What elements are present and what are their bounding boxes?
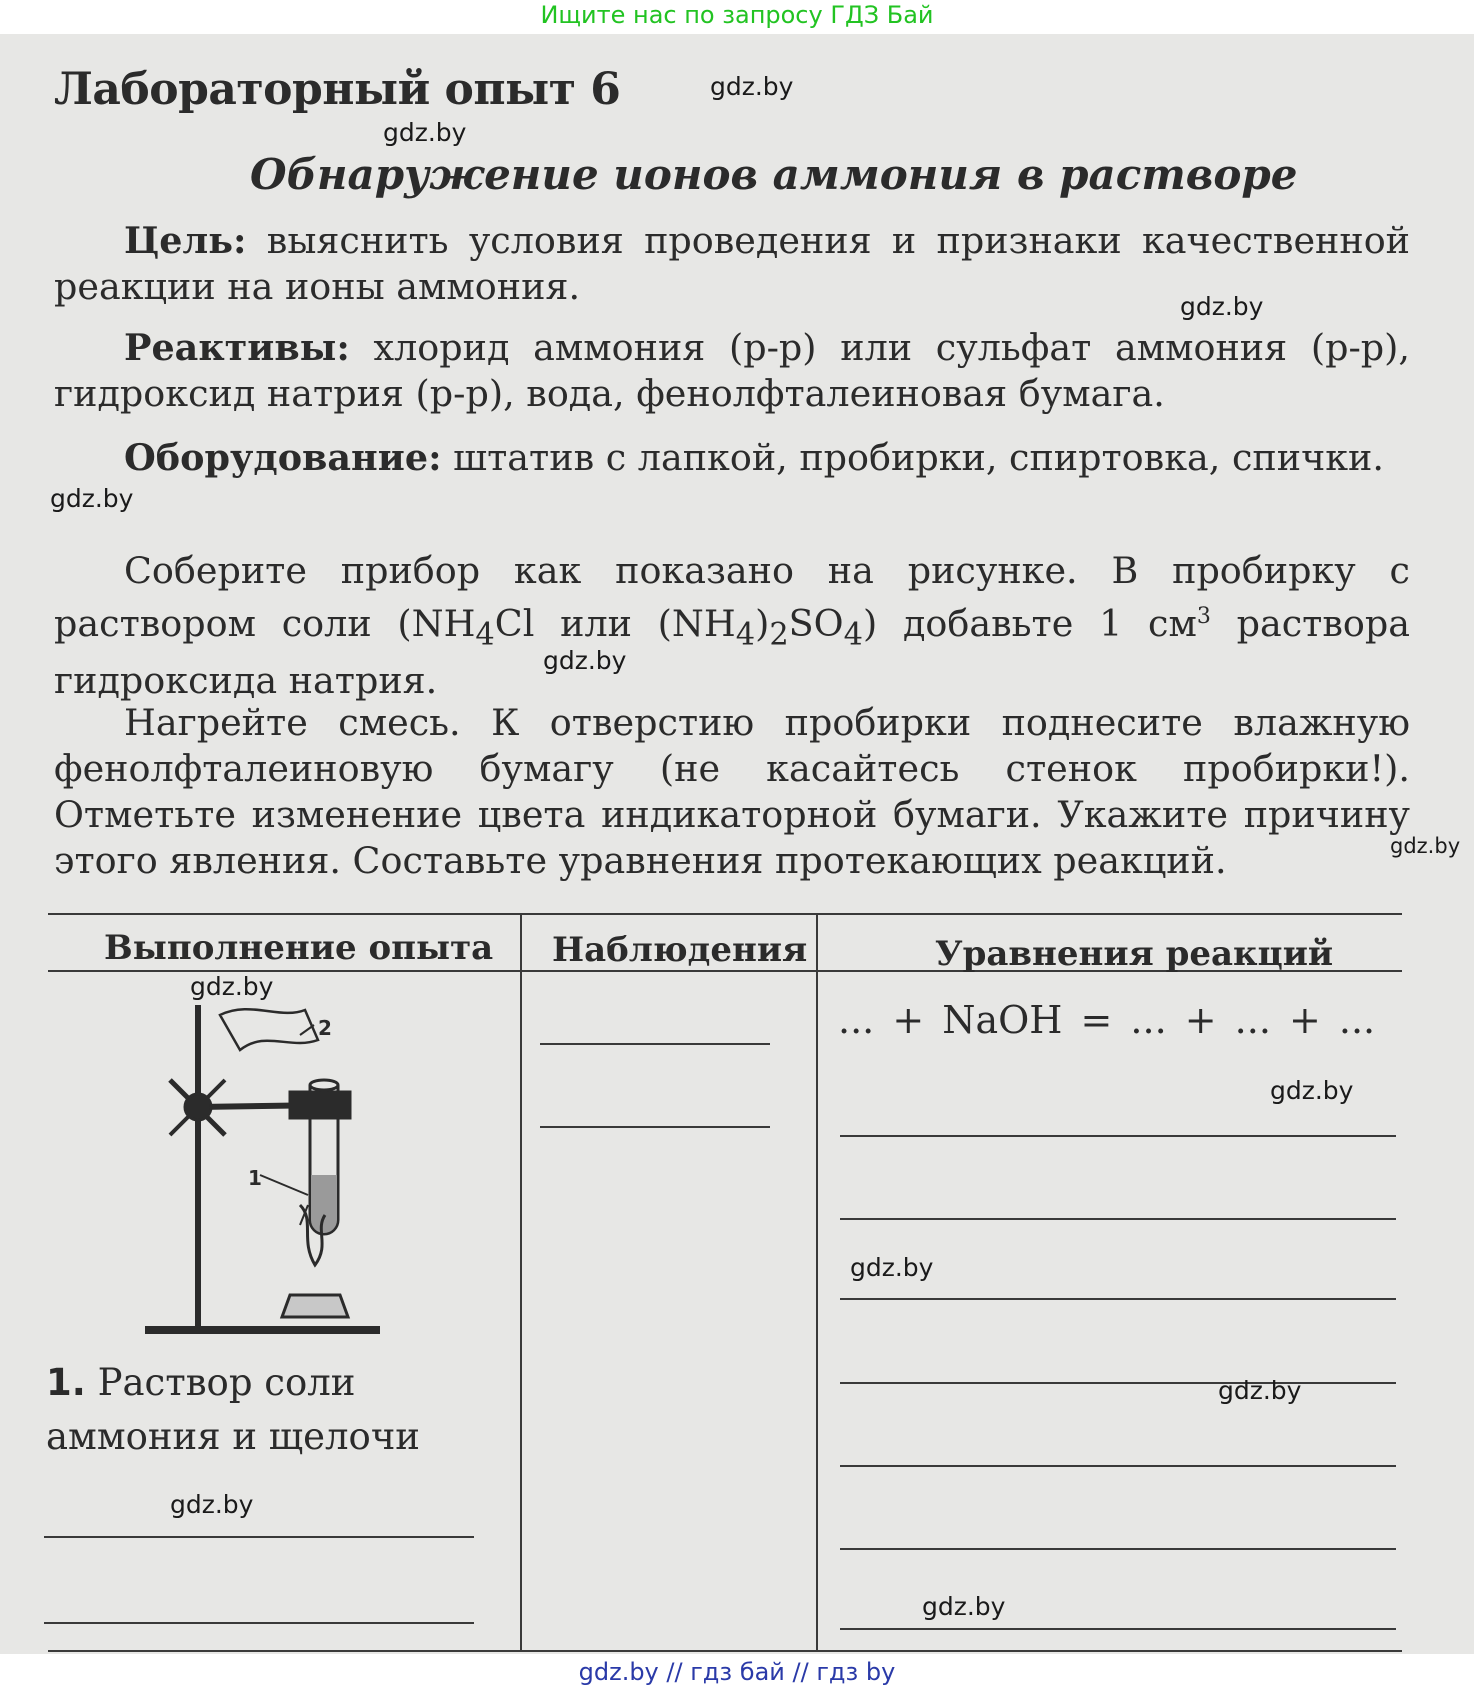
table-divider-1 bbox=[520, 915, 522, 1650]
page-subtitle: Обнаружение ионов аммония в растворе bbox=[250, 150, 1298, 199]
row-1-text-line2: аммония и щелочи bbox=[46, 1415, 420, 1458]
equation-answer-line[interactable] bbox=[840, 1628, 1396, 1630]
lab-stand-figure bbox=[140, 1005, 480, 1335]
equation-answer-line[interactable] bbox=[840, 1135, 1396, 1137]
spirit-lamp bbox=[282, 1295, 348, 1317]
row-number: 1. bbox=[46, 1361, 86, 1404]
clamp-boss bbox=[185, 1094, 211, 1120]
equation-answer-line[interactable] bbox=[840, 1298, 1396, 1300]
instruction-heat: Нагрейте смесь. К отверстию пробирки поднесите влажную фенолфталеиновую бумагу (не касайтесь стенок пробирки!). Отметьте изменение цвета индикаторной бумаги. Укажите причину этого явления. Составьте уравнения протекающих реакций. bbox=[54, 701, 1410, 882]
top-banner: Ищите нас по запросу ГДЗ Бай bbox=[540, 1, 934, 29]
procedure-answer-line[interactable] bbox=[44, 1622, 474, 1624]
goal-label: Цель: bbox=[124, 219, 247, 262]
equipment-label: Оборудование: bbox=[124, 436, 442, 479]
procedure-answer-line[interactable] bbox=[44, 1536, 474, 1538]
clamp-jaw bbox=[290, 1092, 350, 1118]
indicator-paper bbox=[220, 1009, 318, 1050]
instruction-assemble: Соберите прибор как показано на рисунке. В пробирку с раствором соли ($NH_4Cl$ или $(NH_4)_2SO_4$) добавьте 1 $см^3$ раствора гидроксида натрия. bbox=[54, 549, 1410, 703]
page-title: Лабораторный опыт 6 bbox=[54, 64, 621, 115]
watermark: gdz.by bbox=[383, 118, 467, 147]
solution bbox=[311, 1175, 337, 1233]
equation-answer-line[interactable] bbox=[840, 1465, 1396, 1467]
reagents-label: Реактивы: bbox=[124, 326, 350, 369]
bottom-banner: gdz.by // гдз бай // гдз by bbox=[578, 1658, 896, 1686]
observation-answer-line[interactable] bbox=[540, 1043, 770, 1045]
watermark: gdz.by bbox=[710, 72, 794, 101]
watermark: gdz.by bbox=[1390, 834, 1461, 858]
watermark: gdz.by bbox=[170, 1490, 254, 1519]
equation-answer-line[interactable] bbox=[840, 1218, 1396, 1220]
table-top-rule bbox=[48, 913, 1402, 915]
watermark: gdz.by bbox=[1180, 292, 1264, 321]
watermark: gdz.by bbox=[50, 484, 134, 513]
equation-answer-line[interactable] bbox=[840, 1548, 1396, 1550]
row-1-caption bbox=[46, 1356, 420, 1464]
reaction-equation: ... + NaOH = ... + ... + ... bbox=[838, 998, 1376, 1042]
watermark: gdz.by bbox=[850, 1253, 934, 1282]
watermark: gdz.by bbox=[922, 1592, 1006, 1621]
row-1-text-line1: Раствор соли bbox=[97, 1361, 356, 1404]
watermark: gdz.by bbox=[190, 972, 274, 1001]
table-divider-2 bbox=[816, 915, 818, 1650]
watermark: gdz.by bbox=[1218, 1376, 1302, 1405]
header-observations: Наблюдения bbox=[552, 930, 808, 970]
watermark: gdz.by bbox=[543, 646, 627, 675]
reagents-paragraph bbox=[54, 325, 1410, 417]
goal-text: выяснить условия проведения и признаки качественной реакции на ионы аммония. bbox=[54, 219, 1410, 308]
observation-answer-line[interactable] bbox=[540, 1126, 770, 1128]
equipment-text: штатив с лапкой, пробирки, спиртовка, спички. bbox=[453, 436, 1384, 479]
figure-label-2: 2 bbox=[318, 1016, 332, 1040]
figure-label-1: 1 bbox=[248, 1166, 262, 1190]
equation-answer-line[interactable] bbox=[840, 1382, 1396, 1384]
header-procedure: Выполнение опыта bbox=[104, 928, 494, 968]
header-equations: Уравнения реакций bbox=[935, 934, 1334, 974]
reagents-text: хлорид аммония (р-р) или сульфат аммония (р-р), гидроксид натрия (р-р), вода, фенолфталеиновая бумага. bbox=[54, 326, 1411, 415]
table-bottom-rule bbox=[48, 1650, 1402, 1652]
watermark: gdz.by bbox=[1270, 1076, 1354, 1105]
equipment-paragraph bbox=[54, 435, 1410, 481]
